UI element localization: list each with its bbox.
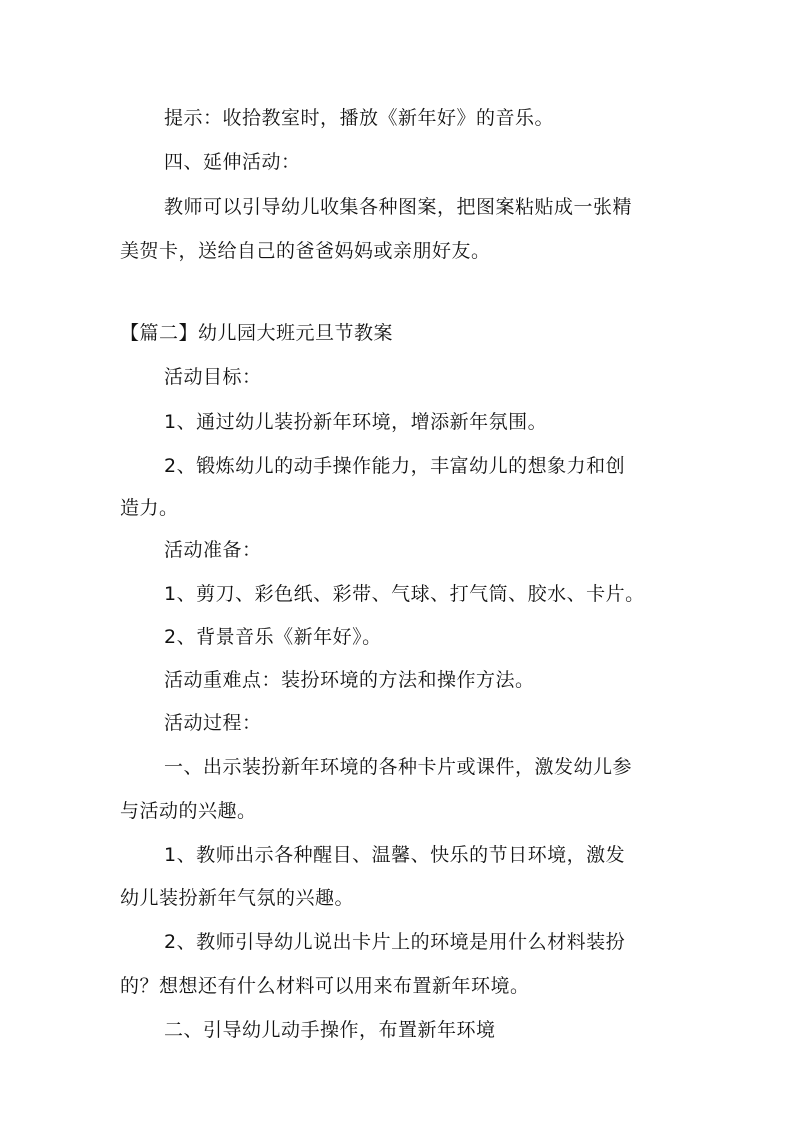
step-1-2-line-2: 的？想想还有什么材料可以用来布置新年环境。: [120, 975, 530, 997]
prep-item-2: 2、背景音乐《新年好》。: [164, 626, 382, 648]
step-1-1-line-2: 幼儿装扮新年气氛的兴趣。: [120, 887, 355, 909]
step-1-line-2: 与活动的兴趣。: [120, 800, 257, 822]
extension-text-line-2: 美贺卡，送给自己的爸爸妈妈或亲朋好友。: [120, 240, 491, 262]
extension-text-line-1: 教师可以引导幼儿收集各种图案，把图案粘贴成一张精: [164, 196, 633, 218]
prep-heading: 活动准备：: [164, 539, 262, 561]
extension-heading: 四、延伸活动：: [164, 151, 301, 173]
section-title: 【篇二】幼儿园大班元旦节教案: [120, 322, 394, 344]
process-heading: 活动过程：: [164, 712, 262, 734]
difficulty-text: 活动重难点：装扮环境的方法和操作方法。: [164, 669, 535, 691]
goal-item-2-line-1: 2、锻炼幼儿的动手操作能力，丰富幼儿的想象力和创: [164, 455, 626, 477]
goal-item-2-line-2: 造力。: [120, 497, 179, 519]
hint-text: 提示：收拾教室时，播放《新年好》的音乐。: [164, 107, 555, 129]
prep-item-1: 1、剪刀、彩色纸、彩带、气球、打气筒、胶水、卡片。: [164, 583, 645, 605]
goals-heading: 活动目标：: [164, 366, 262, 388]
step-1-line-1: 一、出示装扮新年环境的各种卡片或课件，激发幼儿参: [164, 756, 633, 778]
step-1-2-line-1: 2、教师引导幼儿说出卡片上的环境是用什么材料装扮: [164, 931, 626, 953]
goal-item-1: 1、通过幼儿装扮新年环境，增添新年氛围。: [164, 411, 548, 433]
step-1-1-line-1: 1、教师出示各种醒目、温馨、快乐的节日环境，激发: [164, 844, 626, 866]
step-2: 二、引导幼儿动手操作，布置新年环境: [164, 1019, 496, 1041]
